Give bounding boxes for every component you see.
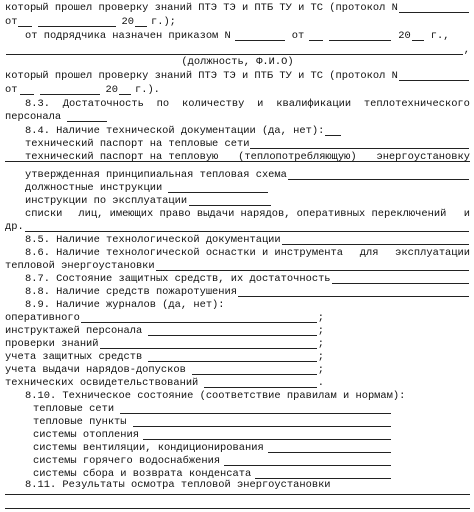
text: от: [5, 16, 18, 28]
text: персонала: [5, 111, 62, 123]
blank-field[interactable]: [189, 195, 271, 206]
text: г.).: [134, 84, 160, 96]
blank-year[interactable]: [135, 16, 147, 27]
text: 8.8. Наличие средств пожаротушения: [25, 286, 238, 298]
line-date-2: [5, 83, 470, 97]
text: 20: [398, 30, 411, 42]
blank-field[interactable]: [133, 416, 391, 427]
text: эксплуатации: [395, 247, 470, 259]
blank-field[interactable]: [25, 221, 469, 232]
journal-technical-surveys: [5, 376, 324, 390]
text: технический паспорт на тепловые сети: [25, 138, 250, 150]
text: по: [156, 98, 170, 110]
text: 8.11. Результаты осмотра тепловой энергоустановки: [25, 479, 331, 491]
text: 20: [105, 84, 118, 96]
blank-line[interactable]: [5, 508, 470, 509]
text: Достаточность: [62, 98, 144, 110]
tech-state-ventilation: [33, 441, 392, 455]
blank-field[interactable]: [325, 125, 341, 136]
tech-state-hot-water: [33, 454, 392, 468]
text: лиц, имеющих право выдачи нарядов, оперативных переключений: [78, 208, 447, 220]
section-8-6-cont: [5, 259, 470, 273]
text: др.: [5, 221, 24, 233]
doc-operation-instructions: [25, 194, 470, 208]
doc-permission-lists-cont: [5, 220, 470, 234]
text: учета выдачи нарядов-допусков: [5, 364, 186, 376]
doc-network-passport: [25, 137, 470, 151]
text: теплотехнического: [363, 98, 470, 110]
blank-field[interactable]: [81, 312, 317, 323]
text: 8.7. Состояние защитных средств, их достаточность: [25, 273, 331, 285]
blank-month[interactable]: [38, 16, 116, 27]
text: количеству: [181, 98, 245, 110]
blank-field[interactable]: [156, 260, 469, 271]
blank-day[interactable]: [309, 30, 323, 41]
blank-line[interactable]: [5, 494, 470, 495]
text: инструкции по эксплуатации: [25, 195, 188, 207]
text: от: [5, 84, 18, 96]
doc-thermal-scheme: [25, 168, 470, 182]
text: 8.5. Наличие технологической документации: [25, 234, 281, 246]
journal-work-permits: [5, 363, 324, 377]
text: от: [291, 30, 305, 42]
tech-state-substations: [33, 415, 392, 429]
text: должностные инструкции: [25, 182, 163, 194]
blank-field[interactable]: [148, 351, 317, 362]
text: технических освидетельствований: [5, 377, 199, 389]
text: ;: [317, 338, 324, 350]
text: и: [463, 208, 470, 220]
blank-field[interactable]: [332, 273, 469, 284]
text: 20: [121, 16, 134, 28]
blank-order-number[interactable]: [235, 30, 285, 41]
text: от подрядчика назначен приказом N: [25, 30, 231, 42]
text: энергоустановку: [376, 151, 470, 163]
line-caption: [5, 55, 470, 69]
text: квалификации: [276, 98, 352, 110]
text: г.,: [430, 30, 450, 42]
blank-field[interactable]: [168, 182, 268, 193]
text: ,: [463, 44, 470, 56]
text: ;: [317, 351, 324, 363]
text: тепловые сети: [33, 403, 115, 415]
blank-day[interactable]: [18, 16, 32, 27]
blank-month[interactable]: [40, 84, 100, 95]
section-8-4: [25, 124, 470, 138]
line-order: [25, 29, 470, 43]
journal-briefings: [5, 324, 324, 338]
blank-field[interactable]: [250, 138, 469, 149]
text: утвержденная принципиальная тепловая схема: [25, 169, 287, 181]
section-8-7: [25, 272, 470, 286]
blank-year[interactable]: [119, 84, 131, 95]
section-8-8: [25, 285, 470, 299]
blank-field[interactable]: [148, 325, 317, 336]
text: проверки знаний: [5, 338, 99, 350]
text: 8.9. Наличие журналов (да, нет):: [25, 299, 225, 311]
text: (теплопотребляющую): [238, 151, 357, 163]
blank-field[interactable]: [399, 70, 469, 81]
text: для: [359, 247, 379, 259]
blank-field[interactable]: [282, 234, 469, 245]
blank-field[interactable]: [120, 403, 391, 414]
text: ;: [317, 364, 324, 376]
doc-job-instructions: [25, 181, 470, 195]
blank-field[interactable]: [268, 442, 391, 453]
section-8-3-cont: [5, 110, 470, 124]
text: 8.4. Наличие технической документации (да, нет):: [25, 125, 325, 137]
text: г.);: [150, 16, 176, 28]
blank-field[interactable]: [6, 44, 463, 55]
line-protocol-2: [5, 69, 470, 83]
text: .: [317, 377, 324, 389]
blank-month[interactable]: [329, 30, 391, 41]
text: который прошел проверку знаний ПТЭ ТЭ и ПТБ ТУ и ТС (протокол N: [5, 70, 398, 82]
text: системы вентиляции, кондиционирования: [33, 442, 264, 454]
section-8-10: [25, 389, 470, 403]
section-8-6: [25, 246, 470, 260]
blank-field[interactable]: [67, 111, 107, 122]
journal-operational: [5, 311, 324, 325]
blank-field[interactable]: [224, 455, 391, 466]
journal-protective-equipment: [5, 350, 324, 364]
caption: (должность, Ф.И.О): [181, 56, 294, 68]
text: ;: [317, 325, 324, 337]
blank-field[interactable]: [192, 364, 317, 375]
text: системы сбора и возврата конденсата: [33, 468, 252, 480]
text: системы горячего водоснабжения: [33, 455, 221, 467]
section-8-11: [25, 478, 470, 492]
text: 8.6. Наличие технологической оснастки и инструмента: [25, 247, 344, 259]
line-date-1: [5, 15, 470, 29]
text: 8.10. Техническое состояние (соответствие правилам и нормам):: [25, 390, 406, 402]
section-8-9: [25, 298, 470, 312]
tech-state-networks: [33, 402, 392, 416]
blank-field[interactable]: [238, 286, 469, 297]
text: тепловые пункты: [33, 416, 127, 428]
blank-line[interactable]: [5, 161, 470, 162]
text: 8.3.: [25, 98, 50, 110]
blank-year[interactable]: [412, 30, 424, 41]
text: технический паспорт на тепловую: [25, 151, 219, 163]
blank-field[interactable]: [143, 429, 391, 440]
text: учета защитных средств: [5, 351, 143, 363]
text: списки: [25, 208, 63, 220]
line-protocol-1: [5, 1, 470, 15]
text: который прошел проверку знаний ПТЭ ТЭ и ПТБ ТУ и ТС (протокол N: [5, 2, 398, 14]
section-8-3: [25, 97, 470, 111]
blank-field[interactable]: [100, 338, 317, 349]
text: тепловой энергоустановки: [5, 260, 155, 272]
tech-state-heating: [33, 428, 392, 442]
text: оперативного: [5, 312, 80, 324]
doc-permission-lists: [25, 207, 470, 221]
text: и: [257, 98, 264, 110]
blank-day[interactable]: [20, 84, 34, 95]
blank-field[interactable]: [204, 377, 316, 388]
text: системы отопления: [33, 429, 140, 441]
text: ;: [317, 312, 324, 324]
blank-field[interactable]: [399, 2, 469, 13]
journal-knowledge-tests: [5, 337, 324, 351]
text: инструктажей персонала: [5, 325, 143, 337]
section-8-5: [25, 233, 470, 247]
blank-field[interactable]: [288, 169, 469, 180]
